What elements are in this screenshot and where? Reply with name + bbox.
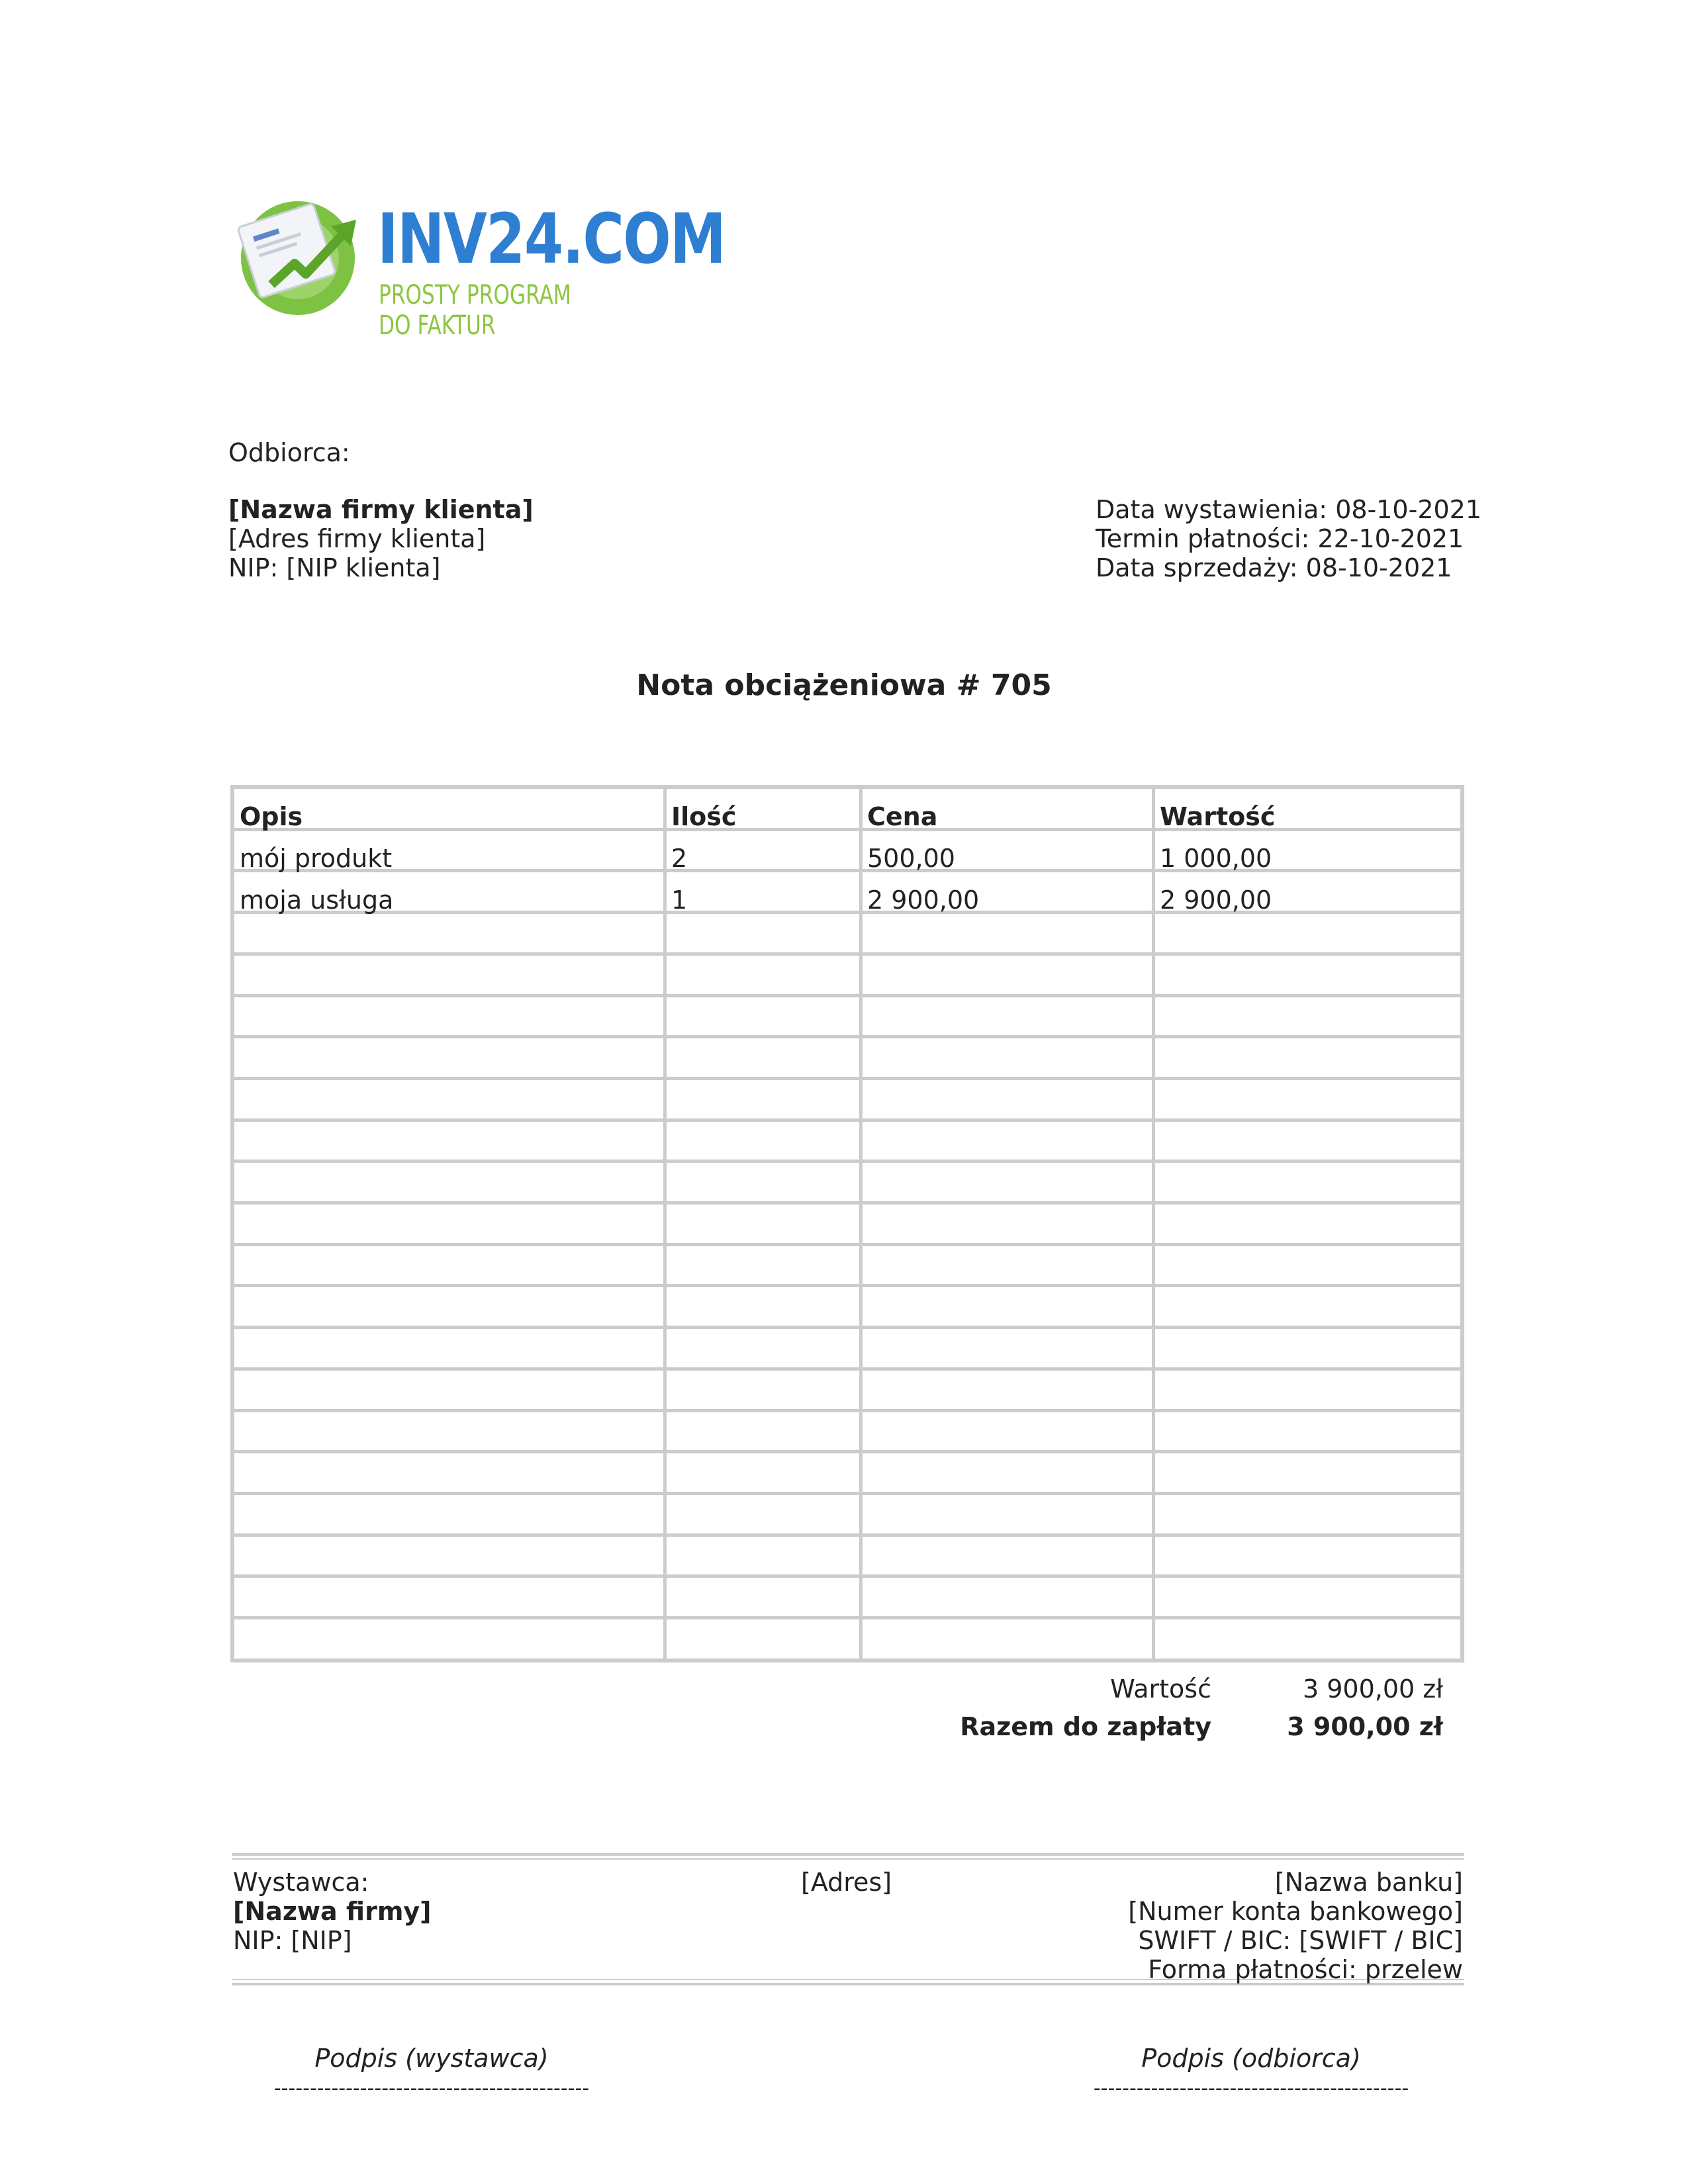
issuer-label: Wystawca: [233, 1868, 369, 1897]
bank-name: [Nazwa banku] [1274, 1868, 1463, 1897]
header-value: Wartość [1160, 802, 1276, 831]
row-divider [234, 994, 1460, 997]
column-divider [663, 789, 667, 1659]
recipient-label: Odbiorca: [228, 438, 350, 467]
company-logo [232, 185, 726, 341]
header-quantity: Ilość [671, 802, 737, 831]
issuer-tax-id: NIP: [NIP] [233, 1926, 352, 1955]
row-divider [234, 1077, 1460, 1080]
row-divider [234, 911, 1460, 914]
row-2-value: 2 900,00 [1160, 886, 1272, 915]
row-2-description: moja usługa [240, 886, 394, 915]
payment-method: Forma płatności: przelew [1148, 1955, 1463, 1984]
document-title: Nota obciążeniowa # 705 [636, 668, 1052, 702]
items-table [230, 785, 1464, 1662]
row-divider [234, 1201, 1460, 1205]
issue-date: Data wystawienia: 08-10-2021 [1096, 495, 1482, 524]
recipient-tax-id: NIP: [NIP klienta] [228, 553, 441, 582]
row-2-quantity: 1 [671, 886, 688, 915]
row-divider [234, 1574, 1460, 1578]
logo-wordmark: INV24.COM [377, 199, 726, 279]
row-divider [234, 952, 1460, 956]
row-divider [234, 1118, 1460, 1122]
row-divider [234, 1450, 1460, 1453]
column-divider [1152, 789, 1155, 1659]
recipient-company-name: [Nazwa firmy klienta] [228, 495, 534, 524]
header-price: Cena [867, 802, 938, 831]
row-divider [234, 1326, 1460, 1329]
footer-top-rule-thin [232, 1858, 1464, 1860]
total-label: Razem do zapłaty [960, 1712, 1211, 1741]
signature-recipient-line: -------------------------------------------- [1093, 2077, 1409, 2100]
row-divider [234, 1616, 1460, 1619]
issuer-address: [Adres] [801, 1868, 892, 1897]
header-description: Opis [240, 802, 303, 831]
row-2-price: 2 900,00 [867, 886, 980, 915]
logo-emblem-icon [232, 185, 371, 324]
payment-due-date: Termin płatności: 22-10-2021 [1096, 524, 1464, 553]
row-1-price: 500,00 [867, 844, 955, 873]
row-divider [234, 1284, 1460, 1287]
row-divider [234, 1160, 1460, 1163]
row-divider [234, 1533, 1460, 1537]
logo-tagline: PROSTY PROGRAM DO FAKTUR [379, 280, 571, 341]
value-amount: 3 900,00 zł [1302, 1674, 1443, 1704]
value-label: Wartość [1110, 1674, 1211, 1704]
row-divider [234, 1367, 1460, 1371]
row-1-description: mój produkt [240, 844, 393, 873]
signature-recipient-label: Podpis (odbiorca) [1141, 2044, 1361, 2073]
recipient-company-address: [Adres firmy klienta] [228, 524, 486, 553]
issuer-company-name: [Nazwa firmy] [233, 1897, 432, 1926]
row-divider [234, 1035, 1460, 1038]
bank-account: [Numer konta bankowego] [1128, 1897, 1463, 1926]
signature-issuer-line: -------------------------------------------- [273, 2077, 590, 2100]
signature-issuer-label: Podpis (wystawca) [314, 2044, 549, 2073]
row-divider [234, 828, 1460, 831]
column-divider [859, 789, 863, 1659]
row-1-quantity: 2 [671, 844, 688, 873]
row-divider [234, 869, 1460, 872]
total-amount: 3 900,00 zł [1287, 1712, 1443, 1741]
sale-date: Data sprzedaży: 08-10-2021 [1096, 553, 1452, 582]
footer-top-rule [232, 1853, 1464, 1856]
row-divider [234, 1409, 1460, 1412]
row-divider [234, 1492, 1460, 1495]
row-1-value: 1 000,00 [1160, 844, 1272, 873]
swift-code: SWIFT / BIC: [SWIFT / BIC] [1138, 1926, 1463, 1955]
row-divider [234, 1243, 1460, 1246]
